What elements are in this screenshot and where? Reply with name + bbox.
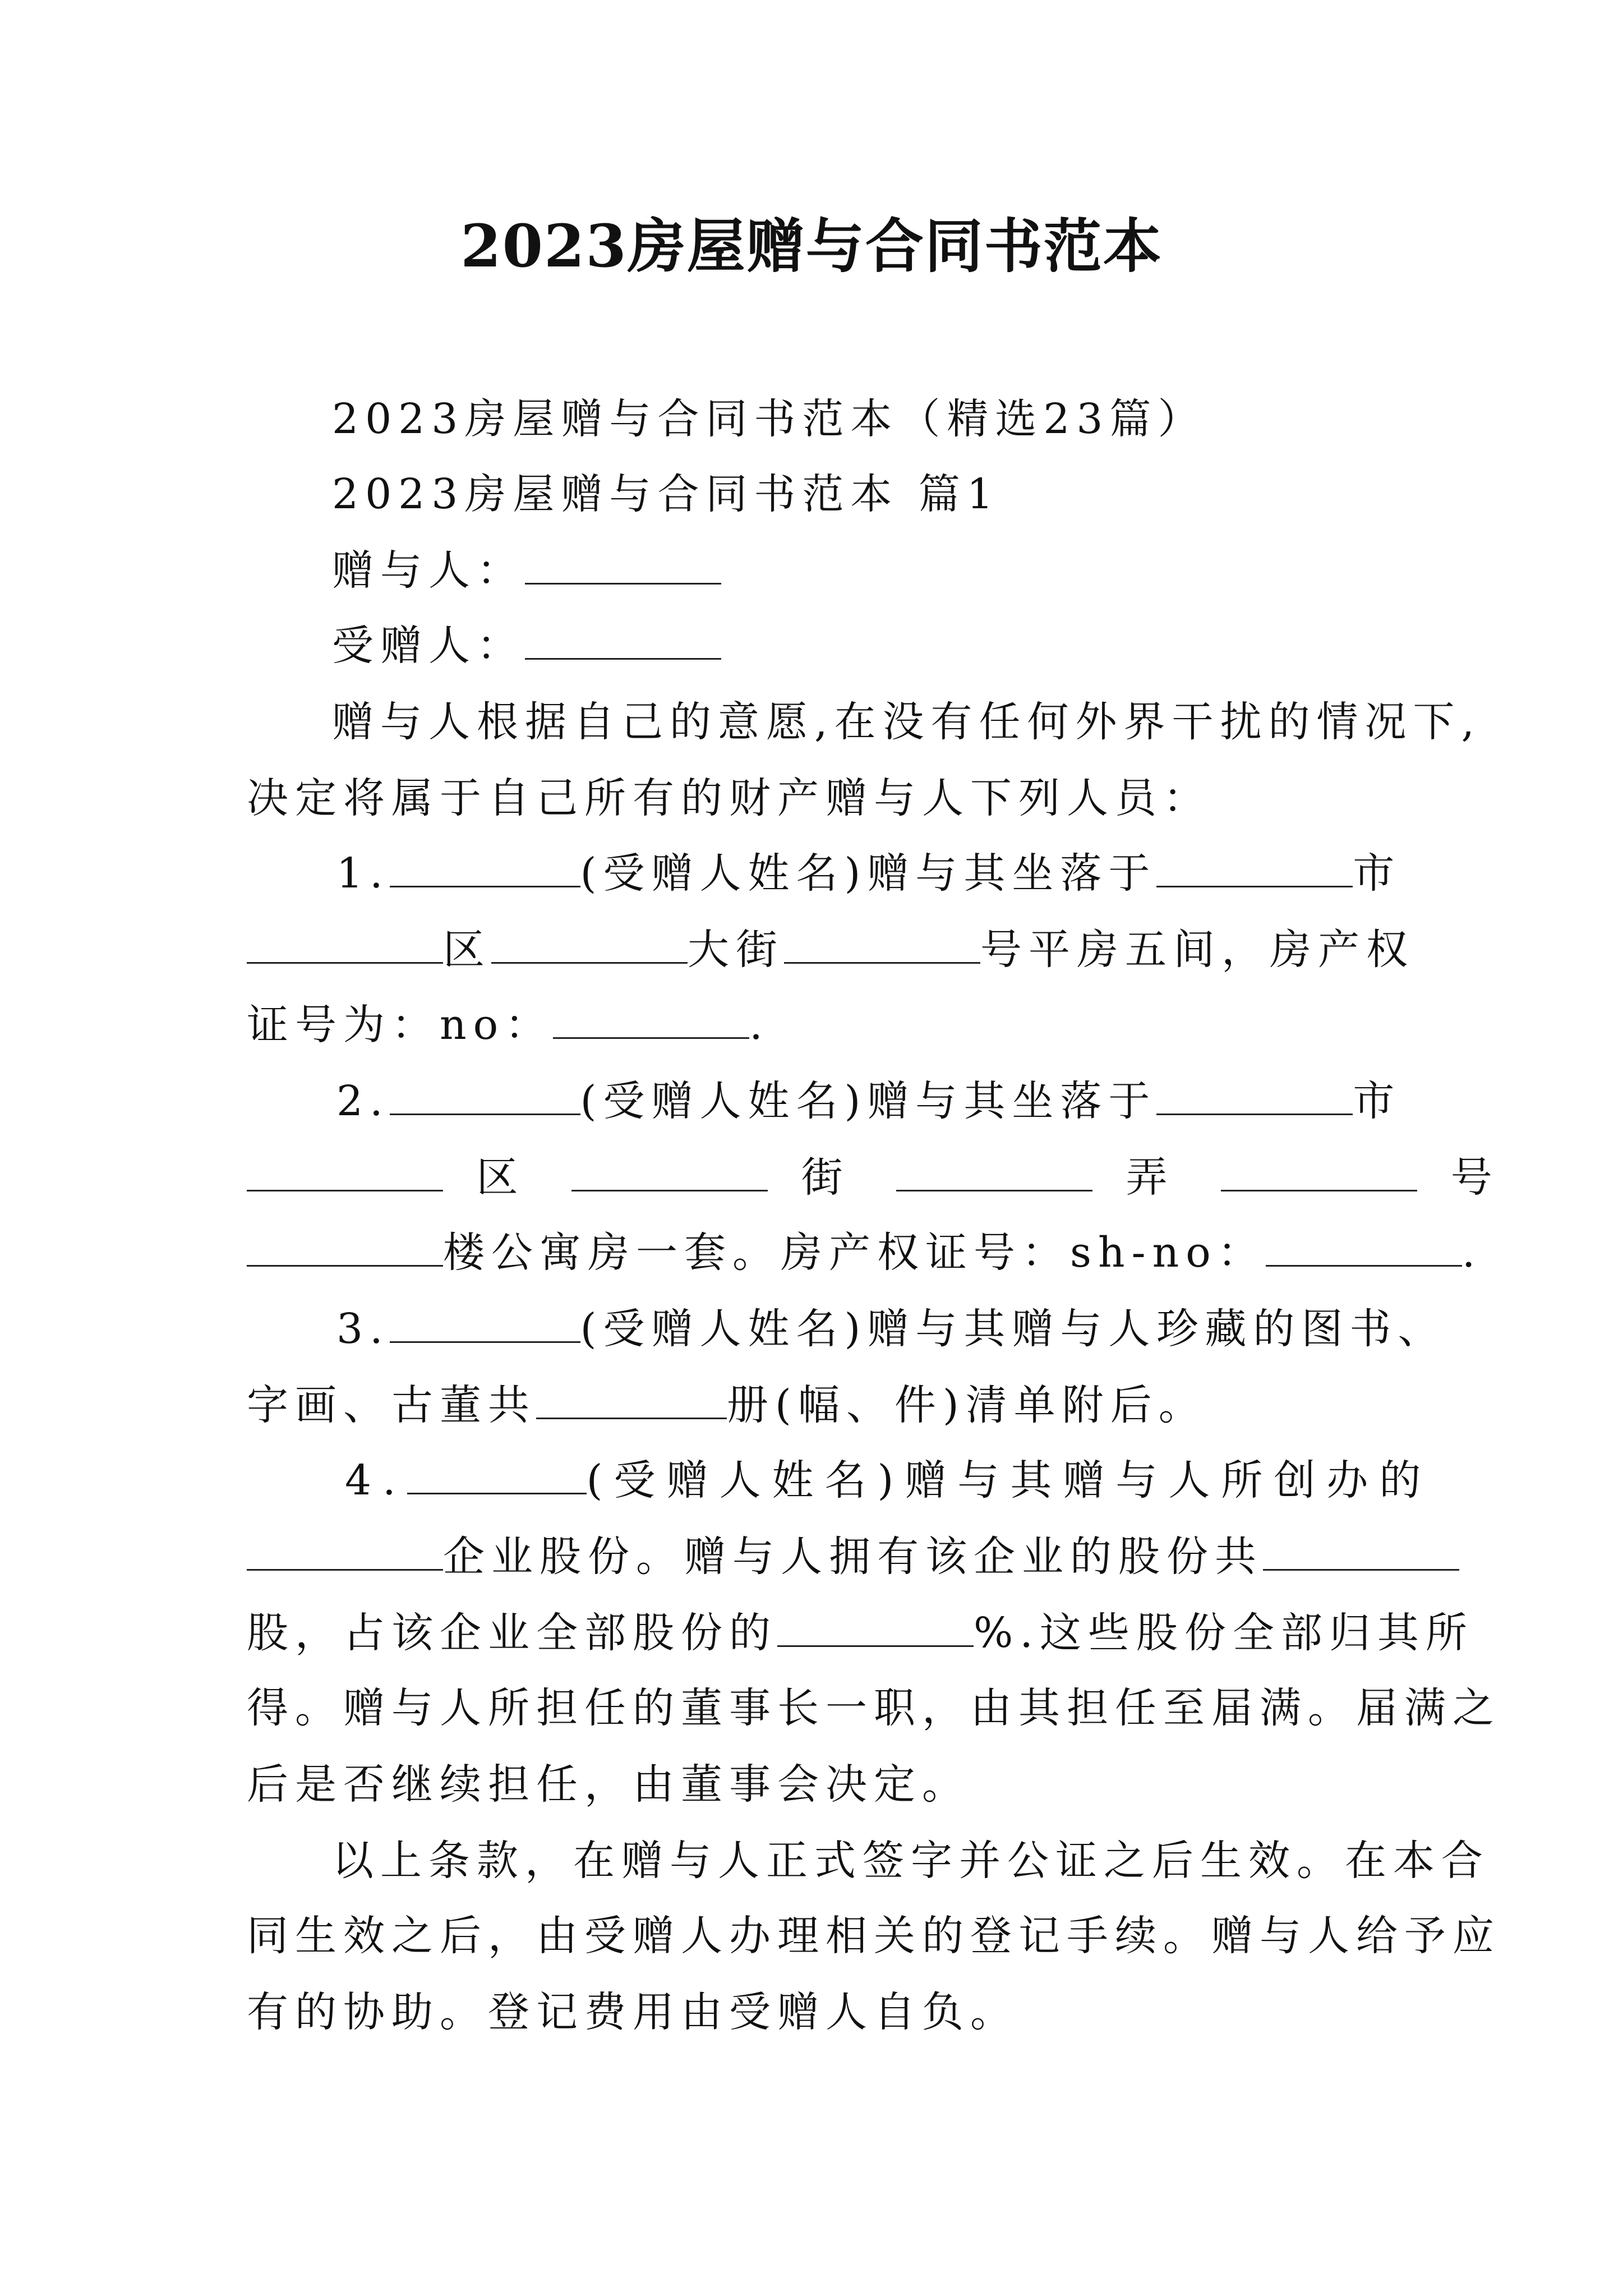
item2-line-1	[336, 1070, 1401, 1132]
item4-line-2	[247, 1526, 1459, 1588]
item1-number: 1.	[336, 849, 390, 898]
donee-blank	[525, 619, 721, 660]
donor-blank	[525, 544, 721, 585]
item1-text-f: 证号为：no：	[247, 1001, 554, 1049]
item4-number: 4.	[345, 1456, 407, 1504]
closing-line-3: 有的协助。登记费用由受赠人自负。	[247, 1988, 1018, 2036]
item4-blank-shares	[1263, 1530, 1459, 1571]
item2-text-f: 号	[1450, 1153, 1513, 1202]
item2-text-c: 区	[476, 1153, 538, 1202]
item4-line-3	[247, 1602, 1474, 1664]
item2-blank-city	[1156, 1074, 1353, 1115]
item1-text-e: 号平房五间，房产权	[980, 926, 1414, 974]
intro-line-2: 决定将属于自己所有的财产赠与人下列人员：	[247, 774, 1211, 822]
item2-blank-district	[247, 1151, 443, 1191]
item4-text-b: 企业股份。赠与人拥有该企业的股份共	[443, 1533, 1263, 1581]
donor-line	[332, 540, 721, 601]
item2-blank-name	[390, 1074, 580, 1115]
item4-line-5: 后是否继续担任，由董事会决定。	[247, 1760, 970, 1809]
item4-blank-percent	[777, 1606, 974, 1647]
item3-line-1	[336, 1298, 1446, 1360]
item2-text-b: 市	[1353, 1077, 1401, 1125]
item1-line-3	[247, 994, 769, 1056]
item1-blank-district	[247, 923, 443, 964]
item3-number: 3.	[336, 1305, 390, 1353]
donee-line	[332, 615, 721, 677]
item1-text-a: (受赠人姓名)赠与其坐落于	[580, 849, 1157, 898]
item1-blank-city	[1156, 846, 1353, 887]
item3-line-2	[247, 1374, 1207, 1436]
item2-text-a: (受赠人姓名)赠与其坐落于	[580, 1077, 1157, 1125]
intro-line-1: 赠与人根据自己的意愿,在没有任何外界干扰的情况下,	[332, 698, 1482, 746]
item2-blank-lane	[896, 1151, 1092, 1191]
item1-blank-number	[784, 923, 980, 964]
donee-label: 受赠人：	[332, 622, 525, 670]
item1-blank-name	[390, 846, 580, 887]
item2-text-g: 楼公寓房一套。房产权证号：sh-no：	[443, 1228, 1266, 1277]
item1-blank-street	[491, 923, 688, 964]
item2-line-3	[247, 1222, 1482, 1283]
item1-line-1	[336, 843, 1401, 904]
item1-text-c: 区	[443, 926, 491, 974]
item1-text-b: 市	[1353, 849, 1401, 898]
page-title: 2023房屋赠与合同书范本	[460, 211, 1163, 280]
item2-blank-building	[247, 1226, 443, 1267]
item2-number: 2.	[336, 1077, 390, 1125]
item4-line-1	[345, 1450, 1432, 1511]
item3-text-a: (受赠人姓名)赠与其赠与人珍藏的图书、	[580, 1305, 1446, 1353]
item4-text-a: (受赠人姓名)赠与其赠与人所创办的	[586, 1456, 1432, 1504]
item4-blank-enterprise	[247, 1530, 443, 1571]
item1-blank-cert	[553, 998, 749, 1039]
item3-blank-name	[390, 1302, 580, 1343]
item4-text-c: 股，占该企业全部股份的	[247, 1609, 777, 1657]
item4-text-d: %.这些股份全部归其所	[974, 1609, 1474, 1657]
item3-text-c: 册(幅、件)清单附后。	[727, 1381, 1207, 1429]
item4-blank-name	[407, 1453, 587, 1494]
item2-line-2	[247, 1147, 1513, 1208]
donor-label: 赠与人：	[332, 546, 525, 595]
item1-line-2	[247, 919, 1414, 981]
item1-text-d: 大街	[688, 926, 784, 974]
item2-text-d: 街	[801, 1153, 863, 1202]
closing-line-2: 同生效之后，由受赠人办理相关的登记手续。赠与人给予应	[247, 1912, 1501, 1960]
item2-blank-street	[571, 1151, 768, 1191]
item2-blank-cert	[1266, 1226, 1462, 1267]
item3-text-b: 字画、古董共	[247, 1381, 536, 1429]
item2-blank-number	[1221, 1151, 1417, 1191]
closing-line-1: 以上条款，在赠与人正式签字并公证之后生效。在本合	[332, 1837, 1490, 1885]
item3-blank-count	[536, 1378, 727, 1419]
document-subtitle: 2023房屋赠与合同书范本（精选23篇）	[332, 395, 1206, 443]
item2-text-e: 弄	[1126, 1153, 1188, 1202]
section-heading: 2023房屋赠与合同书范本 篇1	[332, 470, 1000, 518]
item1-text-g: .	[749, 1001, 769, 1049]
item4-line-4: 得。赠与人所担任的董事长一职，由其担任至届满。届满之	[247, 1684, 1501, 1732]
item2-text-h: .	[1461, 1228, 1482, 1277]
